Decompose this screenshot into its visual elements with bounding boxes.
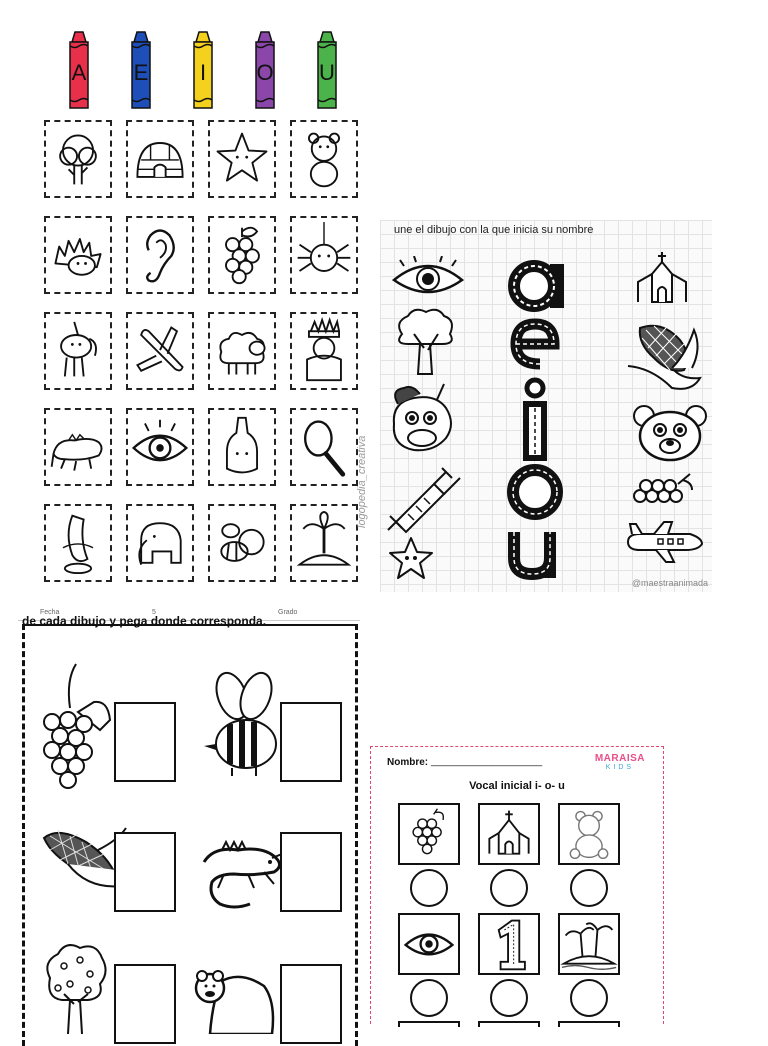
answer-circle[interactable] [410, 869, 448, 907]
right-picture-corn[interactable] [622, 318, 706, 392]
cell-grapes [398, 803, 460, 865]
syringe-icon [384, 464, 464, 534]
banana-icon [46, 506, 110, 580]
picture-bee [202, 668, 282, 780]
right-picture-airplane[interactable] [624, 520, 704, 564]
paste-box[interactable] [114, 964, 176, 1044]
card-tree[interactable] [44, 120, 112, 198]
grapes-icon [400, 805, 458, 863]
unicorn-icon [46, 314, 110, 388]
right-picture-grapes[interactable] [630, 470, 696, 510]
name-line[interactable]: ____________________ [431, 756, 543, 767]
card-grapes[interactable] [208, 216, 276, 294]
card-ear[interactable] [126, 216, 194, 294]
star-icon [388, 536, 434, 580]
worksheet-title: Vocal inicial i- o- u [469, 780, 565, 792]
letter-u-glyph [514, 532, 550, 578]
card-mirror[interactable] [290, 408, 358, 486]
card-star[interactable] [208, 120, 276, 198]
card-island[interactable] [290, 504, 358, 582]
corn-icon [622, 318, 706, 392]
card-unicorn[interactable] [44, 312, 112, 390]
picture-tree [40, 938, 110, 1034]
bear-icon [560, 805, 618, 863]
eye-icon [390, 256, 466, 300]
left-picture-eye[interactable] [390, 256, 466, 300]
card-eye[interactable] [126, 408, 194, 486]
left-picture-syringe[interactable] [384, 464, 464, 534]
bottle-icon [210, 410, 274, 484]
vocal-inicial-worksheet [370, 746, 664, 1024]
watermark: logopedia_creativa [356, 435, 368, 528]
airplane-icon [624, 520, 704, 564]
crayon-a [66, 30, 92, 110]
bear-icon [630, 400, 710, 464]
tree-icon [40, 938, 110, 1034]
paste-box[interactable] [114, 832, 176, 912]
left-picture-star[interactable] [388, 536, 434, 580]
card-igloo[interactable] [126, 120, 194, 198]
bear-icon [292, 122, 356, 196]
crayon-i [190, 30, 216, 110]
name-label: Nombre: [387, 757, 429, 768]
date-label: Fecha [40, 609, 60, 616]
eye-icon [400, 915, 458, 973]
card-sheep[interactable] [208, 312, 276, 390]
letter-e-glyph [516, 324, 554, 364]
ear-icon [128, 218, 192, 292]
brand-logo [595, 753, 645, 771]
card-hedgehog[interactable] [44, 216, 112, 294]
right-picture-church[interactable] [634, 250, 690, 306]
cell-number-one [478, 913, 540, 975]
cell-partial [558, 1021, 620, 1027]
picture-iguana [194, 832, 288, 912]
bee-icon [202, 668, 282, 780]
grapes-icon [630, 470, 696, 510]
card-banana[interactable] [44, 504, 112, 582]
unicorn-icon [384, 380, 462, 456]
answer-circle[interactable] [570, 979, 608, 1017]
card-spider[interactable] [290, 216, 358, 294]
paste-box[interactable] [280, 832, 342, 912]
letter-column [500, 256, 580, 582]
card-bee[interactable] [208, 504, 276, 582]
crayon-letter: A [71, 60, 87, 85]
letter-o-glyph [513, 470, 557, 514]
bee-icon [210, 506, 274, 580]
header-mid: 5 [152, 609, 156, 616]
tree-icon [390, 304, 460, 376]
left-picture-unicorn[interactable] [384, 380, 462, 456]
answer-circle[interactable] [490, 979, 528, 1017]
card-indian[interactable] [290, 312, 358, 390]
card-iguana[interactable] [44, 408, 112, 486]
left-picture-tree[interactable] [390, 304, 460, 376]
church-icon [480, 805, 538, 863]
crayon-letter: E [133, 60, 149, 85]
island-icon [292, 506, 356, 580]
cell-eye [398, 913, 460, 975]
igloo-icon [128, 122, 192, 196]
letter-i-glyph [526, 380, 544, 458]
grapes-icon [210, 218, 274, 292]
church-icon [634, 250, 690, 306]
cell-partial [398, 1021, 460, 1027]
crayon-u [314, 30, 340, 110]
crayon-row [60, 30, 360, 115]
airplane-icon [128, 314, 192, 388]
card-bottle[interactable] [208, 408, 276, 486]
star-icon [210, 122, 274, 196]
paste-box[interactable] [280, 964, 342, 1044]
answer-circle[interactable] [570, 869, 608, 907]
hedgehog-icon [46, 218, 110, 292]
right-picture-bear[interactable] [630, 400, 710, 464]
grade-label: Grado [278, 609, 298, 616]
matching-worksheet [380, 220, 712, 592]
ws3-instruction: de cada dibujo y pega donde corresponda. [22, 614, 267, 628]
paste-box[interactable] [280, 702, 342, 782]
cell-partial [478, 1021, 540, 1027]
cell-island [558, 913, 620, 975]
eye-icon [128, 410, 192, 484]
credit-text: @maestraanimada [631, 578, 708, 588]
brand-name: MARAISA [594, 753, 645, 764]
number-one-icon [480, 915, 538, 973]
answer-circle[interactable] [490, 869, 528, 907]
elephant-icon [128, 506, 192, 580]
instruction-text: une el dibujo con la que inicia su nombre [394, 224, 594, 236]
card-airplane[interactable] [126, 312, 194, 390]
tree-icon [46, 122, 110, 196]
cut-paste-worksheet [18, 610, 360, 1024]
letter-a-glyph [514, 264, 564, 308]
iguana-icon [46, 410, 110, 484]
crayon-e [128, 30, 154, 110]
sheep-icon [210, 314, 274, 388]
iguana-icon [194, 832, 288, 912]
indian-icon [292, 314, 356, 388]
brand-sub: KIDS [605, 764, 635, 771]
mirror-icon [292, 410, 356, 484]
crayon-letter: U [319, 60, 335, 85]
spider-icon [292, 218, 356, 292]
cell-church [478, 803, 540, 865]
answer-circle[interactable] [410, 979, 448, 1017]
card-elephant[interactable] [126, 504, 194, 582]
cell-bear [558, 803, 620, 865]
crayon-o [252, 30, 278, 110]
crayon-letter: I [199, 60, 207, 85]
crayon-letter: O [256, 60, 274, 85]
paste-box[interactable] [114, 702, 176, 782]
island-icon [560, 915, 618, 973]
cards-worksheet [40, 118, 370, 588]
card-bear[interactable] [290, 120, 358, 198]
